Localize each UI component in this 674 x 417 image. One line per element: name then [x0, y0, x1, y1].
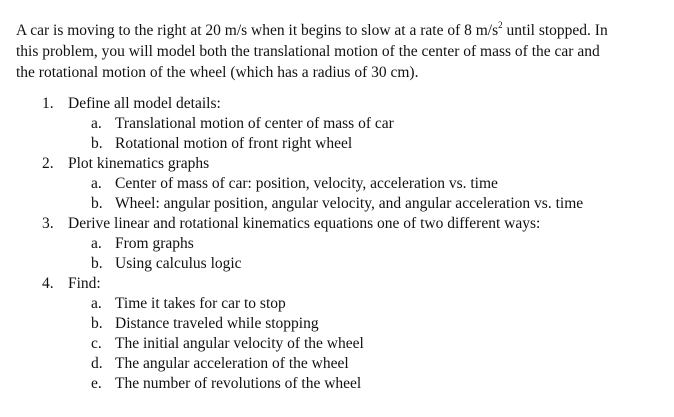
sub-item-text: From graphs: [115, 235, 194, 252]
sub-item-letter: a.: [91, 235, 102, 252]
squared-superscript: 2: [498, 19, 503, 30]
sub-item-text: Wheel: angular position, angular velocity, and angular acceleration vs. time: [115, 195, 584, 212]
sub-item-letter: a.: [91, 295, 102, 312]
sub-item-letter: d.: [91, 355, 103, 372]
list-item-text: Find:: [68, 275, 101, 292]
intro-line-3: the rotational motion of the wheel (which has a radius of 30 cm).: [16, 64, 419, 81]
sub-item-letter: a.: [91, 175, 102, 192]
sub-item-letter: e.: [91, 375, 102, 392]
list-item-number: 4.: [42, 275, 54, 292]
sub-item-text: Time it takes for car to stop: [115, 295, 286, 312]
sub-item-text: The initial angular velocity of the wheel: [115, 335, 364, 352]
intro-line-2: this problem, you will model both the translational motion of the center of mass of the car and: [16, 43, 600, 60]
list-item-number: 1.: [42, 95, 54, 112]
list-item-number: 2.: [42, 155, 54, 172]
sub-item-text: Using calculus logic: [115, 255, 242, 272]
sub-item-letter: b.: [91, 195, 103, 212]
list-item-text: Derive linear and rotational kinematics equations one of two different ways:: [68, 215, 541, 232]
sub-item-letter: a.: [91, 115, 102, 132]
sub-item-letter: b.: [91, 315, 103, 332]
sub-item-text: The angular acceleration of the wheel: [115, 355, 349, 372]
sub-item-text: Rotational motion of front right wheel: [115, 135, 353, 152]
sub-item-letter: b.: [91, 135, 103, 152]
list-item-text: Plot kinematics graphs: [68, 155, 210, 172]
intro-line-1-end: until stopped. In: [502, 22, 608, 39]
sub-item-letter: c.: [91, 335, 102, 352]
sub-item-text: The number of revolutions of the wheel: [115, 375, 362, 392]
intro-line-1-text: A car is moving to the right at 20 m/s when it begins to slow at a rate of 8 m/s: [16, 22, 499, 39]
list-item-number: 3.: [42, 215, 54, 232]
list-item-text: Define all model details:: [68, 95, 221, 112]
sub-item-letter: b.: [91, 255, 103, 272]
sub-item-text: Distance traveled while stopping: [115, 315, 319, 332]
sub-item-text: Translational motion of center of mass of car: [115, 115, 394, 132]
sub-item-text: Center of mass of car: position, velocity, acceleration vs. time: [115, 175, 498, 192]
